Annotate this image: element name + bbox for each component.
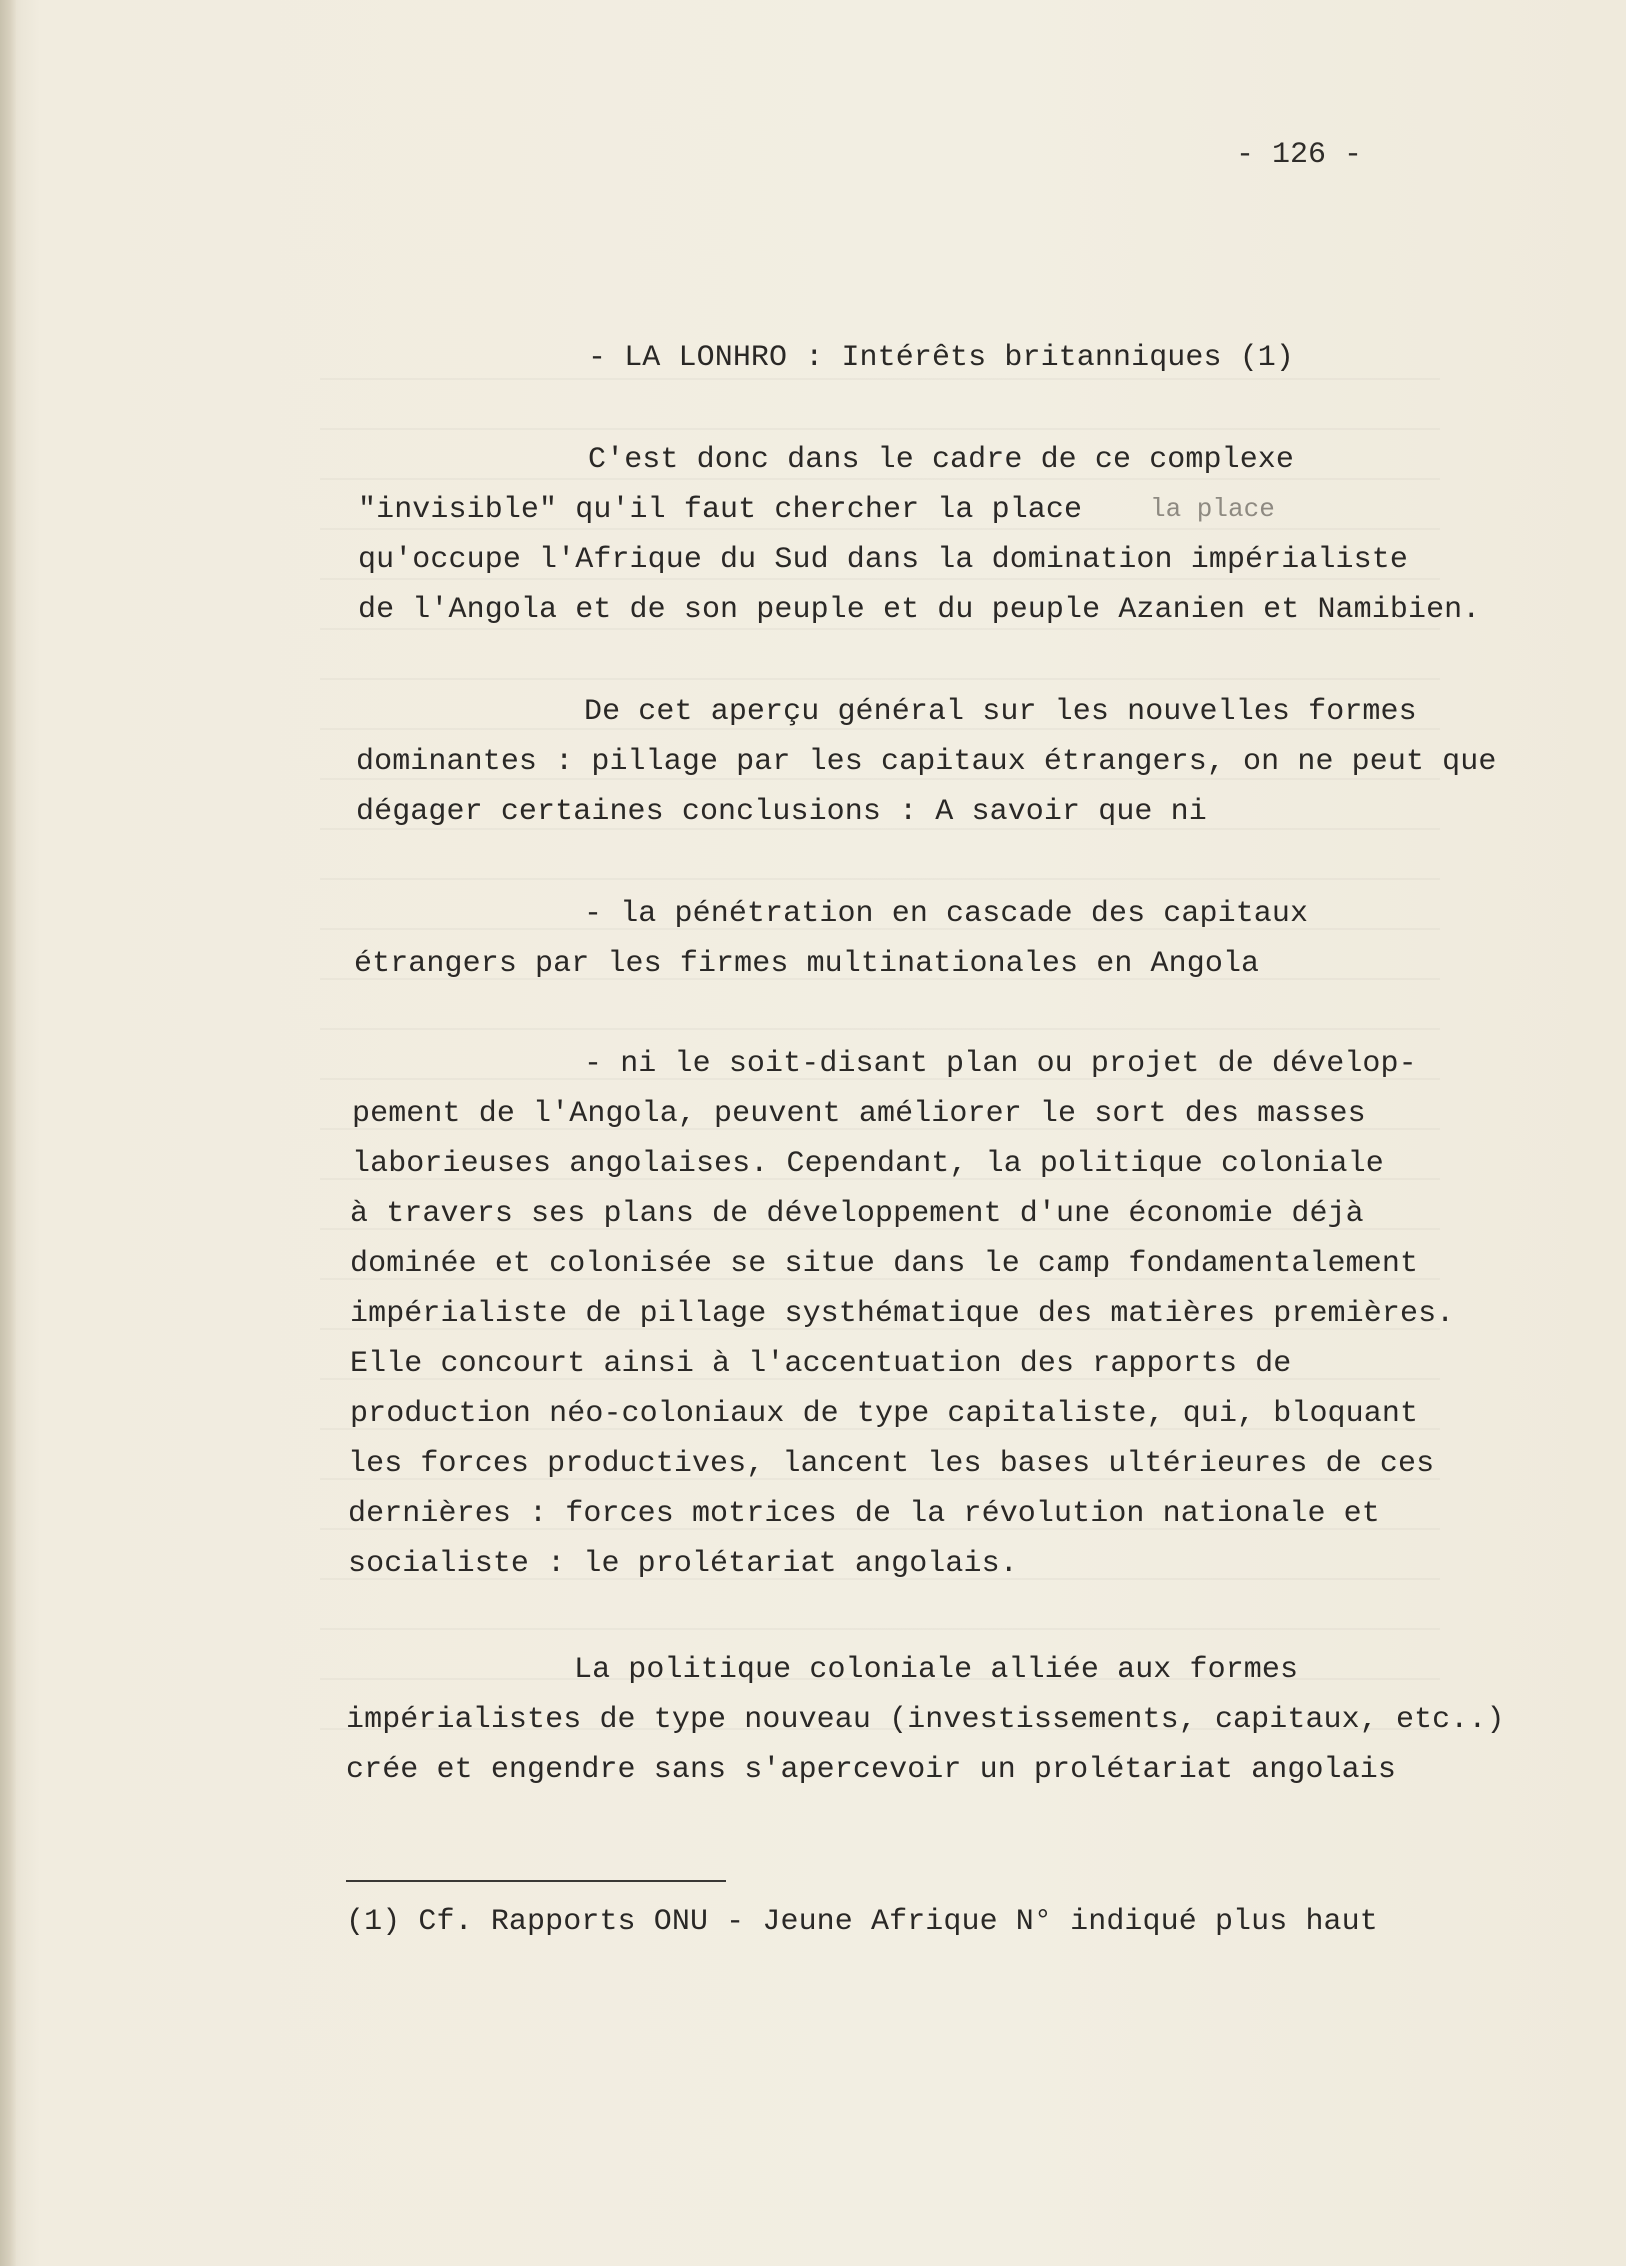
bullet1-line1: - la pénétration en cascade des capitaux (584, 897, 1309, 931)
bullet1-line2: étrangers par les firmes multinationales en Angola (354, 947, 1260, 981)
paragraph1-line1: C'est donc dans le cadre de ce complexe (588, 443, 1295, 477)
paragraph1-line4: de l'Angola et de son peuple et du peuple Azanien et Namibien. (358, 593, 1481, 627)
paragraph2-line1: De cet aperçu général sur les nouvelles formes (584, 695, 1417, 729)
page-number: - 126 - (1236, 138, 1363, 172)
bullet2-line5: dominée et colonisée se situe dans le camp fondamentalement (350, 1247, 1419, 1281)
bullet2-line1: - ni le soit-disant plan ou projet de dévelop- (584, 1047, 1417, 1081)
bullet2-line11: socialiste : le prolétariat angolais. (348, 1547, 1018, 1581)
bullet2-line7: Elle concourt ainsi à l'accentuation des rapports de (350, 1347, 1292, 1381)
paragraph1-line3: qu'occupe l'Afrique du Sud dans la domination impérialiste (358, 543, 1408, 577)
paragraph3-line1: La politique coloniale alliée aux formes (574, 1653, 1299, 1687)
paragraph1-line2: "invisible" qu'il faut chercher la place (358, 493, 1083, 527)
bullet2-line9: les forces productives, lancent les bases ultérieures de ces (348, 1447, 1435, 1481)
struck-text: la place (1150, 494, 1275, 524)
bullet2-line2: pement de l'Angola, peuvent améliorer le sort des masses (352, 1097, 1366, 1131)
page-binding-edge (0, 0, 16, 2266)
footnote: (1) Cf. Rapports ONU - Jeune Afrique N° indiqué plus haut (346, 1905, 1378, 1939)
bullet2-line6: impérialiste de pillage systhématique des matières premières. (350, 1297, 1455, 1331)
bullet2-line10: dernières : forces motrices de la révolution nationale et (348, 1497, 1380, 1531)
paragraph3-line2: impérialistes de type nouveau (investissements, capitaux, etc..) (346, 1703, 1505, 1737)
section-heading: - LA LONHRO : Intérêts britanniques (1) (588, 341, 1295, 375)
footnote-separator (346, 1880, 726, 1882)
paragraph2-line3: dégager certaines conclusions : A savoir que ni (356, 795, 1207, 829)
paragraph3-line3: crée et engendre sans s'apercevoir un prolétariat angolais (346, 1753, 1396, 1787)
paragraph2-line2: dominantes : pillage par les capitaux étrangers, on ne peut que (356, 745, 1497, 779)
bullet2-line8: production néo-coloniaux de type capitaliste, qui, bloquant (350, 1397, 1419, 1431)
bullet2-line3: laborieuses angolaises. Cependant, la politique coloniale (352, 1147, 1384, 1181)
bullet2-line4: à travers ses plans de développement d'une économie déjà (350, 1197, 1364, 1231)
